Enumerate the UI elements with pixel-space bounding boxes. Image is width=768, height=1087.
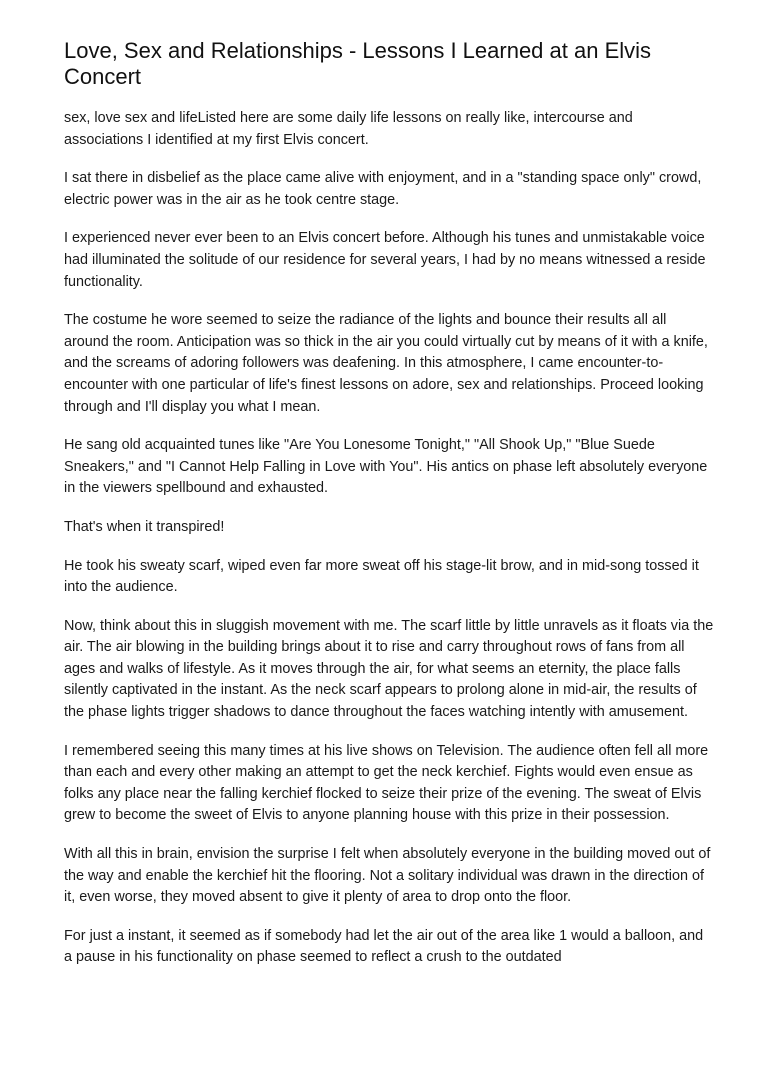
paragraph: For just a instant, it seemed as if somebody had let the air out of the area like 1 would a balloon, and a pause in his functionality on phase seemed to reflect a crush to the outdated <box>64 927 704 966</box>
document-page <box>64 38 714 986</box>
paragraph: That's when it transpired! <box>64 518 225 535</box>
document-title: Love, Sex and Relationships - Lessons I Learned at an Elvis Concert <box>64 38 652 89</box>
paragraph: Now, think about this in sluggish movement with me. The scarf little by little unravels as it floats via the air. The air blowing in the building brings about it to rise and carry throughout rows of fans from all ages and walks of lifestyle. As it moves through the air, for what seems an eternity, the place falls silently captivated in the instant. As the neck scarf appears to prolong alone in mid-air, the results of the phase lights trigger shadows to dance throughout the faces watching intently with amusement. <box>64 617 714 721</box>
paragraph: The costume he wore seemed to seize the radiance of the lights and bounce their results all all around the room. Anticipation was so thick in the air you could virtually cut by means of it with a knife, and the screams of adoring followers was deafening. In this atmosphere, I came encounter-to-encounter with one particular of life's finest lessons on adore, sex and relationships. Proceed looking through and I'll display you what I mean. <box>64 312 708 415</box>
paragraph: sex, love sex and lifeListed here are some daily life lessons on really like, intercourse and associations I identified at my first Elvis concert. <box>64 110 633 148</box>
paragraph: I experienced never ever been to an Elvis concert before. Although his tunes and unmistakable voice had illuminated the solitude of our residence for several years, I had by no means witnessed a reside functionality. <box>64 230 706 290</box>
paragraph: He sang old acquainted tunes like "Are You Lonesome Tonight," "All Shook Up," "Blue Suede Sneakers," and "I Cannot Help Falling in Love with You". His antics on phase left absolutely everyone in the viewers spellbound and exhausted. <box>64 437 708 497</box>
paragraph: He took his sweaty scarf, wiped even far more sweat off his stage-lit brow, and in mid-song tossed it into the audience. <box>64 557 699 596</box>
paragraph: With all this in brain, envision the surprise I felt when absolutely everyone in the building moved out of the way and enable the kerchief hit the flooring. Not a solitary individual was drawn in the direction of it, even worse, they moved absent to give it plenty of area to drop onto the floor. <box>64 846 711 906</box>
paragraph: I remembered seeing this many times at his live shows on Television. The audience often fell all more than each and every other making an attempt to get the neck kerchief. Fights would even ensue as folks any place near the falling kerchief flocked to seize their prize of the evening. The sweat of Elvis grew to become the sweet of Elvis to anyone planning house with this prize in their possession. <box>64 742 709 824</box>
paragraph: I sat there in disbelief as the place came alive with enjoyment, and in a "standing space only" crowd, electric power was in the air as he took centre stage. <box>64 170 702 208</box>
